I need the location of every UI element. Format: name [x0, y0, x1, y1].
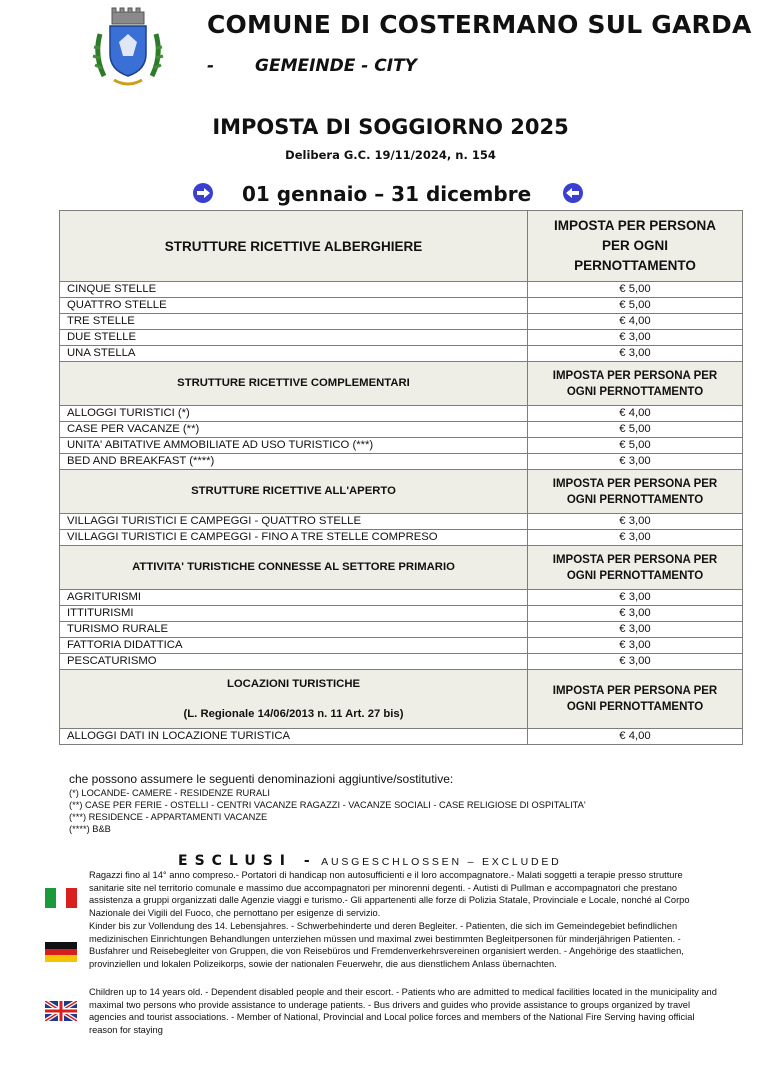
note-item: (****) B&B	[69, 824, 111, 834]
row-value: € 3,00	[528, 514, 743, 530]
table-row	[60, 282, 743, 298]
section-header	[60, 470, 743, 514]
section-subtitle: (L. Regionale 14/06/2013 n. 11 Art. 27 bis)	[183, 707, 404, 720]
table-row	[60, 330, 743, 346]
row-value: € 4,00	[528, 314, 743, 330]
exclusions-italian: Ragazzi fino al 14° anno compreso.- Portatori di handicap non autosufficienti e il loro accompagnatore.- Malati soggetti a terapie presso strutture sanitarie site nel territorio comunale e massimo due accompagnatori per minorenni degenti. - Autisti di Pullman e accompagnatori che prestano assistenza a gruppi organizzati dalle Agenzie viaggi e turismo.- Gli appartenenti alle forze di Polizia Statale, Provinciale e Locale, nonché al Corpo Nazionale dei Vigili del Fuoco, che pernottano per esigenze di servizio.	[89, 870, 690, 918]
row-label: PESCATURISMO	[60, 654, 528, 670]
row-label: ALLOGGI TURISTICI (*)	[60, 406, 528, 422]
section-title: STRUTTURE RICETTIVE COMPLEMENTARI	[60, 362, 528, 406]
arrow-left-icon	[562, 182, 584, 204]
row-label: UNITA' ABITATIVE AMMOBILIATE AD USO TURISTICO (***)	[60, 438, 528, 454]
tax-column-header: IMPOSTA PER PERSONA PER OGNI PERNOTTAMENTO	[528, 362, 743, 406]
table-row	[60, 406, 743, 422]
tax-column-header: IMPOSTA PER PERSONA PER OGNI PERNOTTAMENTO	[528, 670, 743, 729]
coat-of-arms-icon	[92, 6, 164, 90]
row-value: € 3,00	[528, 346, 743, 362]
note-item: (***) RESIDENCE - APPARTAMENTI VACANZE	[69, 812, 268, 822]
row-value: € 3,00	[528, 454, 743, 470]
row-label: ITTITURISMI	[60, 606, 528, 622]
row-value: € 5,00	[528, 282, 743, 298]
note-item: (*) LOCANDE- CAMERE - RESIDENZE RURALI	[69, 788, 270, 798]
exclusions-title-rest: AUSGESCHLOSSEN – EXCLUDED	[321, 856, 562, 868]
table-row	[60, 422, 743, 438]
row-value: € 5,00	[528, 298, 743, 314]
exclusions-german: Kinder bis zur Vollendung des 14. Lebensjahres. - Schwerbehinderte und deren Begleiter. - Patienten, die sich im Gemeindegebiet befindlichen medizinischen Einrichtungen Behandlungen unterziehen müssen und maximal zwei bestimmten Begleitpersonen für minderjährigen Patienten. - Busfahrer und Reisebegleiter von Gruppen, die von Reisebüros und Fremdenverkehrsvereinen organisiert werden. - Angehörige des staatlichen, provinziellen und lokalen Polizeikorps, sowie der nationalen Feuerwehr, die aus dienstlichem Anlass übernachten.	[89, 921, 684, 969]
row-label: DUE STELLE	[60, 330, 528, 346]
exclusions-title-it: ESCLUSI -	[178, 853, 317, 869]
row-value: € 3,00	[528, 330, 743, 346]
row-value: € 4,00	[528, 406, 743, 422]
row-value: € 3,00	[528, 590, 743, 606]
row-label: VILLAGGI TURISTICI E CAMPEGGI - FINO A TRE STELLE COMPRESO	[60, 530, 528, 546]
uk-flag-icon	[45, 1001, 77, 1021]
notes-lead: che possono assumere le seguenti denominazioni aggiuntive/sostitutive:	[69, 772, 454, 786]
table-row	[60, 622, 743, 638]
period-text: 01 gennaio – 31 dicembre	[242, 182, 532, 206]
arrow-right-icon	[192, 182, 214, 204]
table-row	[60, 454, 743, 470]
tax-title: IMPOSTA DI SOGGIORNO 2025	[212, 115, 569, 139]
row-label: TURISMO RURALE	[60, 622, 528, 638]
table-row	[60, 514, 743, 530]
row-label: CASE PER VACANZE (**)	[60, 422, 528, 438]
row-value: € 5,00	[528, 438, 743, 454]
row-label: QUATTRO STELLE	[60, 298, 528, 314]
italy-flag-icon	[45, 888, 77, 908]
municipality-title: COMUNE DI COSTERMANO SUL GARDA	[207, 10, 752, 39]
section-header	[60, 211, 743, 282]
section-title	[60, 670, 528, 729]
section-header	[60, 546, 743, 590]
table-row	[60, 298, 743, 314]
exclusions-english: Children up to 14 years old. - Dependent disabled people and their escort. - Patients who are admitted to medical facilities located in the municipality and maximal two persons who provide assistance to underage patients. - Bus drivers and guides who provide assistance to groups organized by travel agencies and tourist associations. - Member of National, Provincial and Local police forces and members of the National Fire Serving having official reason for staying	[89, 987, 717, 1035]
section-title: STRUTTURE RICETTIVE ALBERGHIERE	[60, 211, 528, 282]
table-row	[60, 606, 743, 622]
section-header	[60, 362, 743, 406]
delibera-reference: Delibera G.C. 19/11/2024, n. 154	[285, 148, 496, 162]
germany-flag-icon	[45, 942, 77, 962]
row-label: VILLAGGI TURISTICI E CAMPEGGI - QUATTRO STELLE	[60, 514, 528, 530]
row-value: € 3,00	[528, 530, 743, 546]
row-value: € 5,00	[528, 422, 743, 438]
table-row	[60, 314, 743, 330]
row-label: ALLOGGI DATI IN LOCAZIONE TURISTICA	[60, 729, 528, 745]
section-header	[60, 670, 743, 729]
municipality-subtitle	[207, 56, 417, 76]
tax-column-header: IMPOSTA PER PERSONA PER OGNI PERNOTTAMENTO	[528, 470, 743, 514]
table-row	[60, 346, 743, 362]
row-label: TRE STELLE	[60, 314, 528, 330]
denominations-notes	[69, 772, 586, 835]
table-row	[60, 438, 743, 454]
validity-period	[190, 180, 590, 210]
table-row	[60, 530, 743, 546]
subtitle-text: GEMEINDE - CITY	[255, 56, 417, 76]
note-item: (**) CASE PER FERIE - OSTELLI - CENTRI VACANZE RAGAZZI - VACANZE SOCIALI - CASE RELIGIOSE DI OSPITALITA'	[69, 800, 586, 810]
tax-rates-table	[59, 210, 743, 745]
subtitle-dash: -	[207, 56, 215, 76]
tax-column-header: IMPOSTA PER PERSONA PER OGNI PERNOTTAMENTO	[528, 546, 743, 590]
exclusions-heading	[178, 852, 562, 870]
section-title-text: LOCAZIONI TURISTICHE	[226, 677, 361, 690]
table-row	[60, 590, 743, 606]
row-label: FATTORIA DIDATTICA	[60, 638, 528, 654]
row-label: BED AND BREAKFAST (****)	[60, 454, 528, 470]
section-title: ATTIVITA' TURISTICHE CONNESSE AL SETTORE PRIMARIO	[60, 546, 528, 590]
row-value: € 3,00	[528, 638, 743, 654]
row-label: CINQUE STELLE	[60, 282, 528, 298]
table-row	[60, 654, 743, 670]
row-label: UNA STELLA	[60, 346, 528, 362]
tax-column-header: IMPOSTA PER PERSONA PER OGNI PERNOTTAMENTO	[528, 211, 743, 282]
table-row	[60, 729, 743, 745]
section-title: STRUTTURE RICETTIVE ALL'APERTO	[60, 470, 528, 514]
row-value: € 3,00	[528, 606, 743, 622]
row-value: € 3,00	[528, 622, 743, 638]
row-value: € 3,00	[528, 654, 743, 670]
row-value: € 4,00	[528, 729, 743, 745]
table-row	[60, 638, 743, 654]
row-label: AGRITURISMI	[60, 590, 528, 606]
